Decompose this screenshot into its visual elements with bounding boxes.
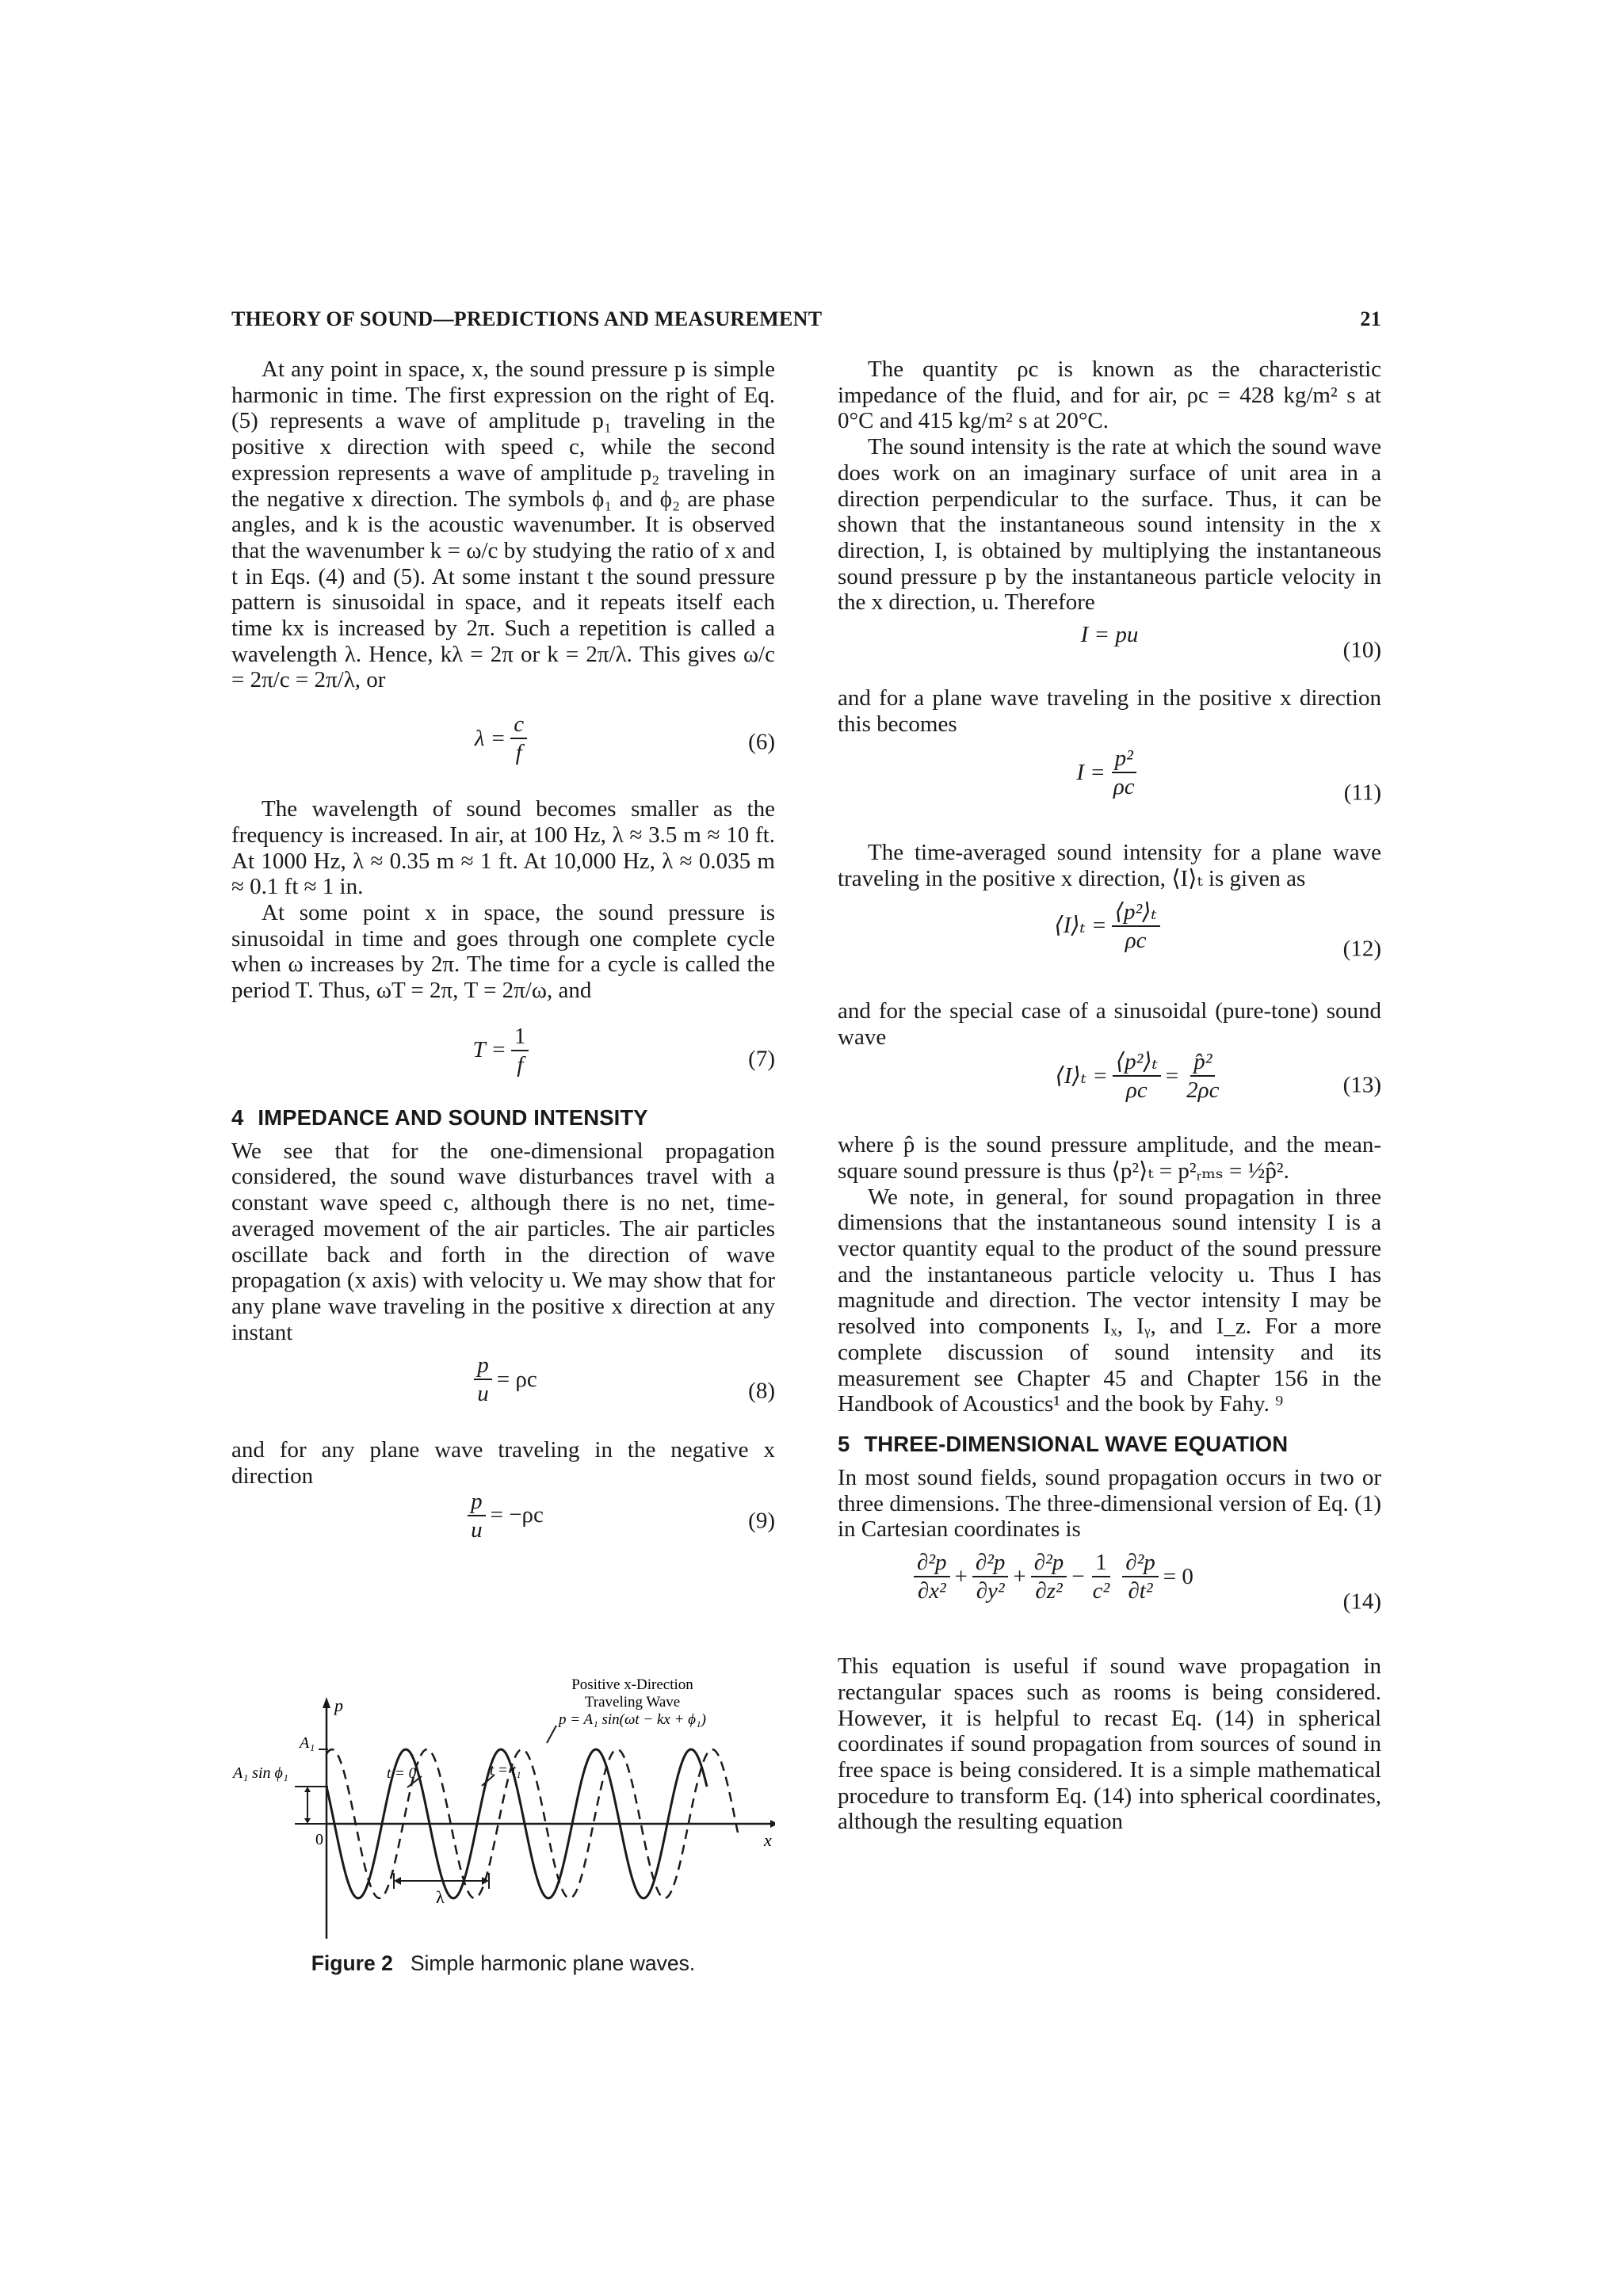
numerator: p: [468, 1489, 486, 1516]
eq-rhs: = −ρc: [490, 1502, 544, 1528]
denominator: f: [515, 740, 522, 766]
fraction: [468, 1489, 486, 1542]
fraction: [1112, 900, 1160, 952]
figure-caption: [231, 1951, 775, 1976]
denominator: ρc: [1125, 927, 1147, 953]
paragraph: The time-averaged sound intensity for a plane wave traveling in the positive x direction, ⟨I⟩ₜ is given as: [838, 840, 1381, 892]
eq-pointer: [547, 1726, 556, 1743]
denominator: ∂x²: [917, 1578, 946, 1604]
paragraph: and for the special case of a sinusoidal (pure-tone) sound wave: [838, 997, 1381, 1050]
numerator: ⟨p²⟩ₜ: [1112, 900, 1160, 927]
equation-number: (12): [1342, 936, 1381, 962]
fraction: [914, 1550, 950, 1603]
equation-number: (10): [1342, 637, 1381, 663]
page-number: 21: [1360, 307, 1381, 330]
denominator: ∂z²: [1035, 1578, 1063, 1604]
paragraph: The wavelength of sound becomes smaller as the frequency is increased. In air, at 100 Hz, λ ≈ 3.5 m ≈ 10 ft. At 1000 Hz, λ ≈ 0.35 m ≈ 1 ft. At 10,000 Hz, λ ≈ 0.035 m ≈ 0.1 ft ≈ 1 in.: [231, 796, 775, 900]
numerator: p: [474, 1353, 492, 1380]
denominator: ρc: [1113, 774, 1135, 800]
denominator: f: [517, 1051, 524, 1077]
paragraph: In most sound fields, sound propagation occurs in two or three dimensions. The three-dimensional version of Eq. (1) in Cartesian coordinates is: [838, 1464, 1381, 1543]
fraction: [511, 1024, 529, 1077]
denominator: u: [477, 1381, 489, 1407]
equation-number: (8): [748, 1379, 775, 1405]
paragraph: This equation is useful if sound wave propagation in rectangular spaces such as rooms is being considered. However, it is helpful to recast Eq. (14) in spherical coordinates if sound propagation from sources of sound in free space is being considered. It is a simple mathematical procedure to transform Eq. (14) into spherical coordinates, although the resulting equation: [838, 1653, 1381, 1835]
equation-number: (14): [1342, 1589, 1381, 1615]
a1sin-label: A₁ sin ϕ₁: [233, 1764, 288, 1782]
eq-lhs: λ =: [474, 725, 506, 751]
numerator: c: [510, 712, 527, 739]
annot-equation: p = A₁ sin(ωt − kx + ϕ₁): [559, 1711, 706, 1728]
lambda-arrow-left: [394, 1877, 401, 1885]
equation-13: [838, 1050, 1381, 1121]
section-number: 4: [231, 1104, 244, 1130]
fraction: [1090, 1550, 1113, 1603]
running-title: THEORY OF SOUND—PREDICTIONS AND MEASUREMENT: [231, 307, 823, 330]
minus-sign: −: [1071, 1563, 1085, 1589]
fraction: [474, 1353, 492, 1405]
eq-lhs: T =: [472, 1037, 506, 1063]
equation-9: [231, 1489, 775, 1553]
fraction: [1110, 746, 1138, 799]
eq-lhs: ⟨I⟩ₜ =: [1055, 1062, 1108, 1089]
section-number: 5: [838, 1431, 850, 1456]
a1-label: A₁: [300, 1734, 315, 1752]
paragraph: We note, in general, for sound propagation in three dimensions that the instantaneous sound intensity I is a vector quantity equal to the product of the sound pressure and the instantaneous particle velocity u. Thus I has magnitude and direction. The vector intensity I may be resolved into components Iₓ, Iᵧ, and I_z. For a more complete discussion of sound intensity and its measurement see Chapter 45 and Chapter 156 in the Handbook of Acoustics¹ and the book by Fahy. ⁹: [838, 1184, 1381, 1417]
numerator: p²: [1112, 746, 1136, 773]
numerator: ∂²p: [972, 1550, 1009, 1577]
fraction: [972, 1550, 1009, 1603]
denominator: c²: [1092, 1578, 1110, 1604]
zero-label: 0: [315, 1831, 323, 1848]
fraction: [510, 712, 527, 765]
equation-number: (11): [1343, 780, 1381, 807]
dim-arrow-up: [304, 1787, 311, 1792]
eq-rhs: = 0: [1163, 1563, 1193, 1589]
eq-body: I = pu: [1080, 622, 1139, 648]
numerator: p̂²: [1190, 1050, 1215, 1077]
numerator: 1: [1092, 1550, 1110, 1577]
numerator: ∂²p: [1031, 1550, 1067, 1577]
equation-8: [231, 1353, 775, 1429]
denominator: 2ρc: [1186, 1077, 1220, 1104]
equation-10: [838, 616, 1381, 685]
numerator: ∂²p: [1122, 1550, 1159, 1577]
eq-lhs: I =: [1076, 760, 1106, 786]
fraction: [1122, 1550, 1159, 1603]
denominator: u: [471, 1516, 483, 1543]
paragraph: We see that for the one-dimensional propagation considered, the sound wave disturbances travel with a constant wave speed c, although there is no net, time-averaged movement of the air particles. The air particles oscillate back and forth in the direction of wave propagation (x axis) with velocity u. We may show that for any plane wave traveling in the positive x direction at any instant: [231, 1138, 775, 1345]
numerator: ∂²p: [914, 1550, 950, 1577]
wave-diagram: [231, 1673, 775, 1943]
annot-title-1: Positive x-Direction: [571, 1676, 693, 1693]
equation-number: (9): [748, 1508, 775, 1534]
running-head: [231, 307, 1381, 339]
paragraph: The sound intensity is the rate at which the sound wave does work on an imaginary surface of unit area in a direction perpendicular to the surface. Thus, it can be shown that the instantaneous sound intensity in the x direction, I, is obtained by multiplying the instantaneous sound pressure p by the instantaneous particle velocity in the x direction, u. Therefore: [838, 434, 1381, 616]
paragraph: where p̂ is the sound pressure amplitude, and the mean-square sound pressure is thus ⟨p²⟩ₜ = p²ᵣₘₛ = ½p̂².: [838, 1132, 1381, 1184]
fraction: [1031, 1550, 1067, 1603]
equation-7: [231, 1016, 775, 1102]
paragraph: and for any plane wave traveling in the negative x direction: [231, 1437, 775, 1489]
axis-x-label: x: [764, 1830, 772, 1850]
plus-sign: +: [1013, 1563, 1026, 1589]
equation-11: [838, 746, 1381, 840]
eq-rhs: = ρc: [496, 1367, 537, 1393]
p-axis-arrow: [323, 1697, 330, 1708]
figure-label: Figure 2: [311, 1951, 393, 1975]
left-column: [231, 357, 775, 1553]
equation-number: (13): [1342, 1072, 1381, 1098]
right-column: [838, 357, 1381, 1835]
paragraph: At any point in space, x, the sound pressure p is simple harmonic in time. The first expression on the right of Eq. (5) represents a wave of amplitude p₁ traveling in the positive x direction with speed c, while the second expression represents a wave of amplitude p₂ traveling in the negative x direction. The symbols ϕ₁ and ϕ₂ are phase angles, and k is the acoustic wavenumber. It is observed that the wavenumber k = ω/c by studying the ratio of x and t in Eqs. (4) and (5). At some instant t the sound pressure pattern is sinusoidal in space, and it repeats itself each time kx is increased by 2π. Such a repetition is called a wavelength λ. Hence, kλ = 2π or k = 2π/λ. This gives ω/c = 2π/c = 2π/λ, or: [231, 357, 775, 693]
equals-sign: =: [1165, 1062, 1179, 1089]
section-heading-4: [231, 1105, 775, 1131]
paragraph: At some point x in space, the sound pressure is sinusoidal in time and goes through one complete cycle when ω increases by 2π. The time for a cycle is called the period T. Thus, ωT = 2π, T = 2π/ω, and: [231, 899, 775, 1004]
eq-lhs: ⟨I⟩ₜ =: [1054, 913, 1107, 939]
t1-label: t = t₁: [490, 1762, 521, 1779]
paragraph: The quantity ρc is known as the characteristic impedance of the fluid, and for air, ρc = 428 kg/m² s at 0°C and 415 kg/m² s at 20°C.: [838, 357, 1381, 434]
t0-label: t = 0: [387, 1765, 417, 1782]
equation-12: [838, 900, 1381, 998]
equation-14: [838, 1550, 1381, 1653]
fraction: [1113, 1050, 1161, 1102]
denominator: ∂t²: [1128, 1578, 1153, 1604]
axis-p-label: p: [334, 1695, 343, 1715]
figure-caption-text: Simple harmonic plane waves.: [410, 1951, 696, 1975]
section-heading-5: [838, 1432, 1381, 1457]
section-title: THREE-DIMENSIONAL WAVE EQUATION: [864, 1431, 1289, 1456]
equation-6: [231, 704, 775, 780]
fraction: [1183, 1050, 1222, 1102]
equation-number: (6): [748, 729, 775, 755]
x-axis-arrow: [770, 1820, 775, 1828]
equation-number: (7): [748, 1046, 775, 1072]
plus-sign: +: [954, 1563, 968, 1589]
section-title: IMPEDANCE AND SOUND INTENSITY: [258, 1104, 648, 1130]
annot-title-2: Traveling Wave: [584, 1694, 681, 1711]
denominator: ρc: [1125, 1077, 1148, 1104]
numerator: 1: [511, 1024, 529, 1051]
lambda-label: λ: [436, 1887, 445, 1907]
denominator: ∂y²: [976, 1578, 1005, 1604]
figure-2: [231, 1673, 775, 1943]
numerator: ⟨p²⟩ₜ: [1113, 1050, 1161, 1077]
paragraph: and for a plane wave traveling in the positive x direction this becomes: [838, 685, 1381, 737]
dim-arrow-down: [304, 1818, 311, 1824]
